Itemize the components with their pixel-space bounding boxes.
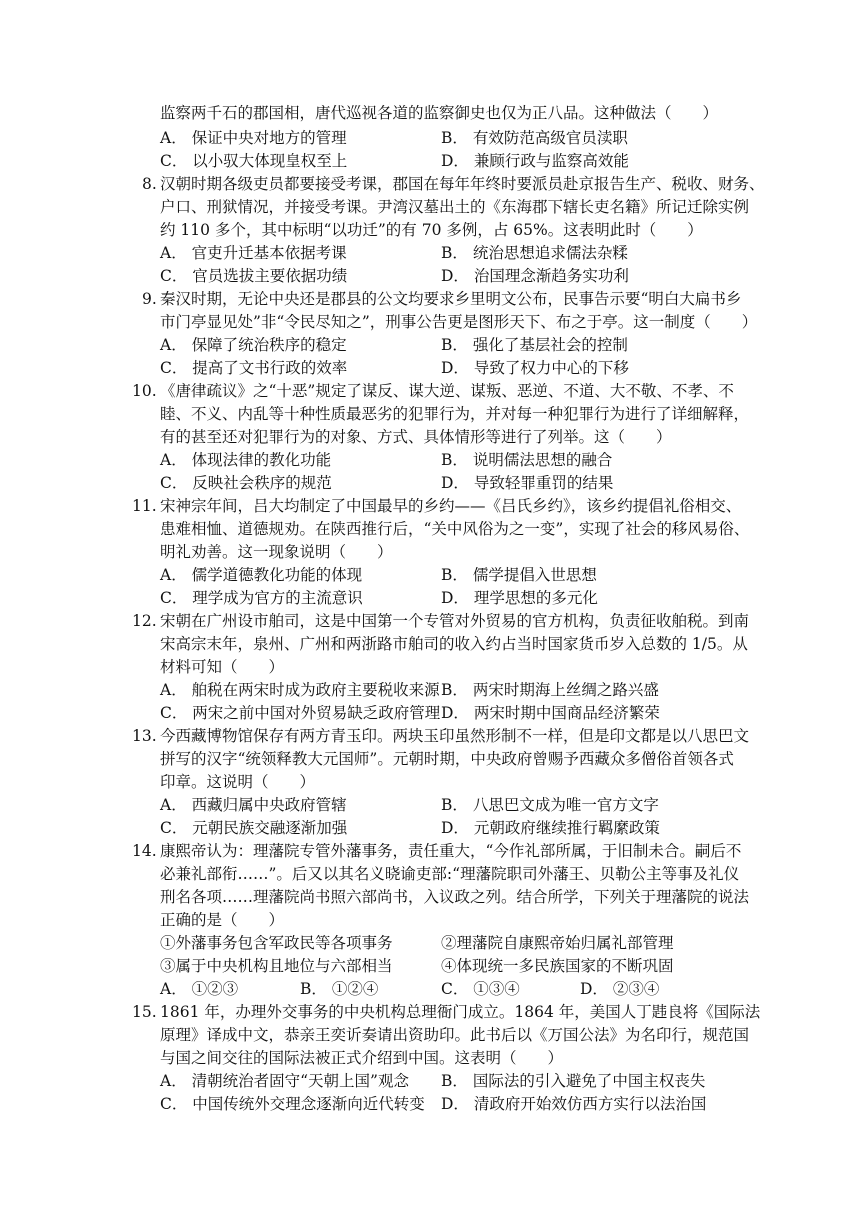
question-8-option-c: C． 官员选拔主要依据功绩 [160, 267, 348, 285]
question-7-option-a: A． 保证中央对地方的管理 [160, 129, 347, 147]
question-14-number: 14. [132, 842, 157, 860]
question-8-stem-line-2: 户口、刑狱情况，并接受考课。尹湾汉墓出土的《东海郡下辖长吏名籍》所记迁除实例 [160, 198, 750, 216]
question-10-option-b: B． 说明儒法思想的融合 [441, 451, 613, 469]
question-8-option-b: B． 统治思想追求儒法杂糅 [441, 244, 628, 262]
question-15-option-c: C． 中国传统外交理念逐渐向近代转变 [160, 1095, 425, 1113]
question-13-stem-line-2: 拼写的汉字“统领释教大元国师”。元朝时期，中央政府曾赐予西藏众多僧俗首领各式 [160, 750, 734, 768]
question-14-statement-2: ②理藩院自康熙帝始归属礼部管理 [441, 934, 674, 952]
question-15-stem-line-1: 1861 年，办理外交事务的中央机构总理衙门成立。1864 年，美国人丁韪良将《国际法 [160, 1003, 761, 1021]
question-11-option-a: A． 儒学道德教化功能的体现 [160, 566, 363, 584]
question-12-option-d: D． 两宋时期中国商品经济繁荣 [441, 704, 660, 722]
question-13-option-a: A． 西藏归属中央政府管辖 [160, 796, 347, 814]
question-9-option-c: C． 提高了文书行政的效率 [160, 359, 348, 377]
question-11-number: 11. [132, 497, 157, 515]
question-8-option-a: A． 官吏升迁基本依据考课 [160, 244, 347, 262]
question-11-option-d: D． 理学思想的多元化 [441, 589, 598, 607]
question-10-stem-line-2: 睦、不义、内乱等十种性质最恶劣的犯罪行为，并对每一种犯罪行为进行了详细解释， [160, 405, 750, 423]
question-14-option-d: D． ②③④ [580, 980, 660, 998]
question-9-stem-line-2: 市门亭显见处”非“令民尽知之”，刑事公告更是图形天下、布之于亭。这一制度（ ） [160, 313, 758, 331]
question-13-option-d: D． 元朝政府继续推行羁縻政策 [441, 819, 660, 837]
question-14-option-b: B． ①②④ [300, 980, 379, 998]
question-7-stem-line-1: 监察两千石的郡国相，唐代巡视各道的监察御史也仅为正八品。这种做法（ ） [160, 104, 719, 122]
question-10-option-c: C． 反映社会秩序的规范 [160, 474, 332, 492]
question-12-stem-line-1: 宋朝在广州设市舶司，这是中国第一个专管对外贸易的官方机构，负责征收舶税。到南 [160, 612, 750, 630]
question-14-option-c: C． ①③④ [441, 980, 520, 998]
question-12-stem-line-2: 宋高宗末年，泉州、广州和两浙路市舶司的收入约占当时国家货币岁入总数的 1/5。从 [160, 635, 748, 653]
question-15-stem-line-2: 原理》译成中文，恭亲王奕䜣奏请出资助印。此书后以《万国公法》为名印行，规范国 [160, 1026, 750, 1044]
question-8-stem-line-3: 约 110 多个，其中标明“以功迁”的有 70 多例，占 65%。这表明此时（ ） [160, 221, 703, 239]
question-9-stem-line-1: 秦汉时期，无论中央还是郡县的公文均要求乡里明文公布，民事告示要“明白大扁书乡 [160, 290, 742, 308]
question-12-number: 12. [132, 612, 157, 630]
question-13-stem-line-3: 印章。这说明（ ） [160, 773, 316, 791]
question-14-statement-4: ④体现统一多民族国家的不断巩固 [441, 957, 674, 975]
question-11-option-b: B． 儒学提倡入世思想 [441, 566, 597, 584]
question-11-stem-line-2: 患难相恤、道德规劝。在陕西推行后，“关中风俗为之一变”，实现了社会的移风易俗、 [160, 520, 750, 538]
question-8-stem-line-1: 汉朝时期各级吏员都要接受考课，郡国在每年年终时要派员赴京报告生产、税收、财务、 [160, 175, 765, 193]
question-12-option-c: C． 两宋之前中国对外贸易缺乏政府管理 [160, 704, 441, 722]
question-14-stem-line-2: 必兼礼部衔……”。后又以其名义晓谕吏部:“理藩院职司外藩王、贝勒公主等事及礼仪 [160, 865, 740, 883]
question-8-number: 8. [142, 175, 157, 193]
question-10-stem-line-3: 有的甚至还对犯罪行为的对象、方式、具体情形等进行了列举。这（ ） [160, 428, 672, 446]
question-12-stem-line-3: 材料可知（ ） [160, 658, 285, 676]
question-9-option-d: D． 导致了权力中心的下移 [441, 359, 629, 377]
question-7-option-c: C． 以小驭大体现皇权至上 [160, 152, 348, 170]
question-13-option-c: C． 元朝民族交融逐渐加强 [160, 819, 348, 837]
question-15-number: 15. [132, 1003, 157, 1021]
question-14-statement-1: ①外藩事务包含军政民等各项事务 [160, 934, 393, 952]
question-9-option-a: A． 保障了统治秩序的稳定 [160, 336, 347, 354]
question-10-number: 10. [132, 382, 157, 400]
question-9-option-b: B． 强化了基层社会的控制 [441, 336, 628, 354]
question-13-option-b: B． 八思巴文成为唯一官方文字 [441, 796, 659, 814]
question-14-statement-3: ③属于中央机构且地位与六部相当 [160, 957, 393, 975]
question-10-stem-line-1: 《唐律疏议》之“十恶”规定了谋反、谋大逆、谋叛、恶逆、不道、大不敬、不孝、不 [160, 382, 734, 400]
question-11-stem-line-1: 宋神宗年间，吕大均制定了中国最早的乡约——《吕氏乡约》，该乡约提倡礼俗相交、 [160, 497, 742, 515]
question-15-option-b: B． 国际法的引入避免了中国主权丧失 [441, 1072, 706, 1090]
question-11-stem-line-3: 明礼劝善。这一现象说明（ ） [160, 543, 393, 561]
question-15-option-a: A． 清朝统治者固守“天朝上国”观念 [160, 1072, 409, 1090]
question-14-option-a: A． ①②③ [160, 980, 239, 998]
question-13-stem-line-1: 今西藏博物馆保存有两方青玉印。两块玉印虽然形制不一样，但是印文都是以八思巴文 [160, 727, 750, 745]
question-7-option-b: B． 有效防范高级官员渎职 [441, 129, 628, 147]
question-15-option-d: D． 清政府开始效仿西方实行以法治国 [441, 1095, 707, 1113]
question-12-option-b: B． 两宋时期海上丝绸之路兴盛 [441, 681, 659, 699]
question-12-option-a: A． 舶税在两宋时成为政府主要税收来源 [160, 681, 440, 699]
question-11-option-c: C． 理学成为官方的主流意识 [160, 589, 363, 607]
question-14-stem-line-4: 正确的是（ ） [160, 911, 285, 929]
question-15-stem-line-3: 与国之间交往的国际法被正式介绍到中国。这表明（ ） [160, 1049, 564, 1067]
question-14-stem-line-3: 刑名各项……理藩院尚书照六部尚书，入议政之列。结合所学，下列关于理藩院的说法 [160, 888, 750, 906]
question-13-number: 13. [132, 727, 157, 745]
question-10-option-d: D． 导致轻罪重罚的结果 [441, 474, 614, 492]
question-14-stem-line-1: 康熙帝认为：理藩院专管外藩事务，责任重大，“今作礼部所属，于旧制未合。嗣后不 [160, 842, 742, 860]
question-8-option-d: D． 治国理念渐趋务实功利 [441, 267, 629, 285]
question-10-option-a: A． 体现法律的教化功能 [160, 451, 332, 469]
question-9-number: 9. [142, 290, 157, 308]
question-7-option-d: D． 兼顾行政与监察高效能 [441, 152, 629, 170]
